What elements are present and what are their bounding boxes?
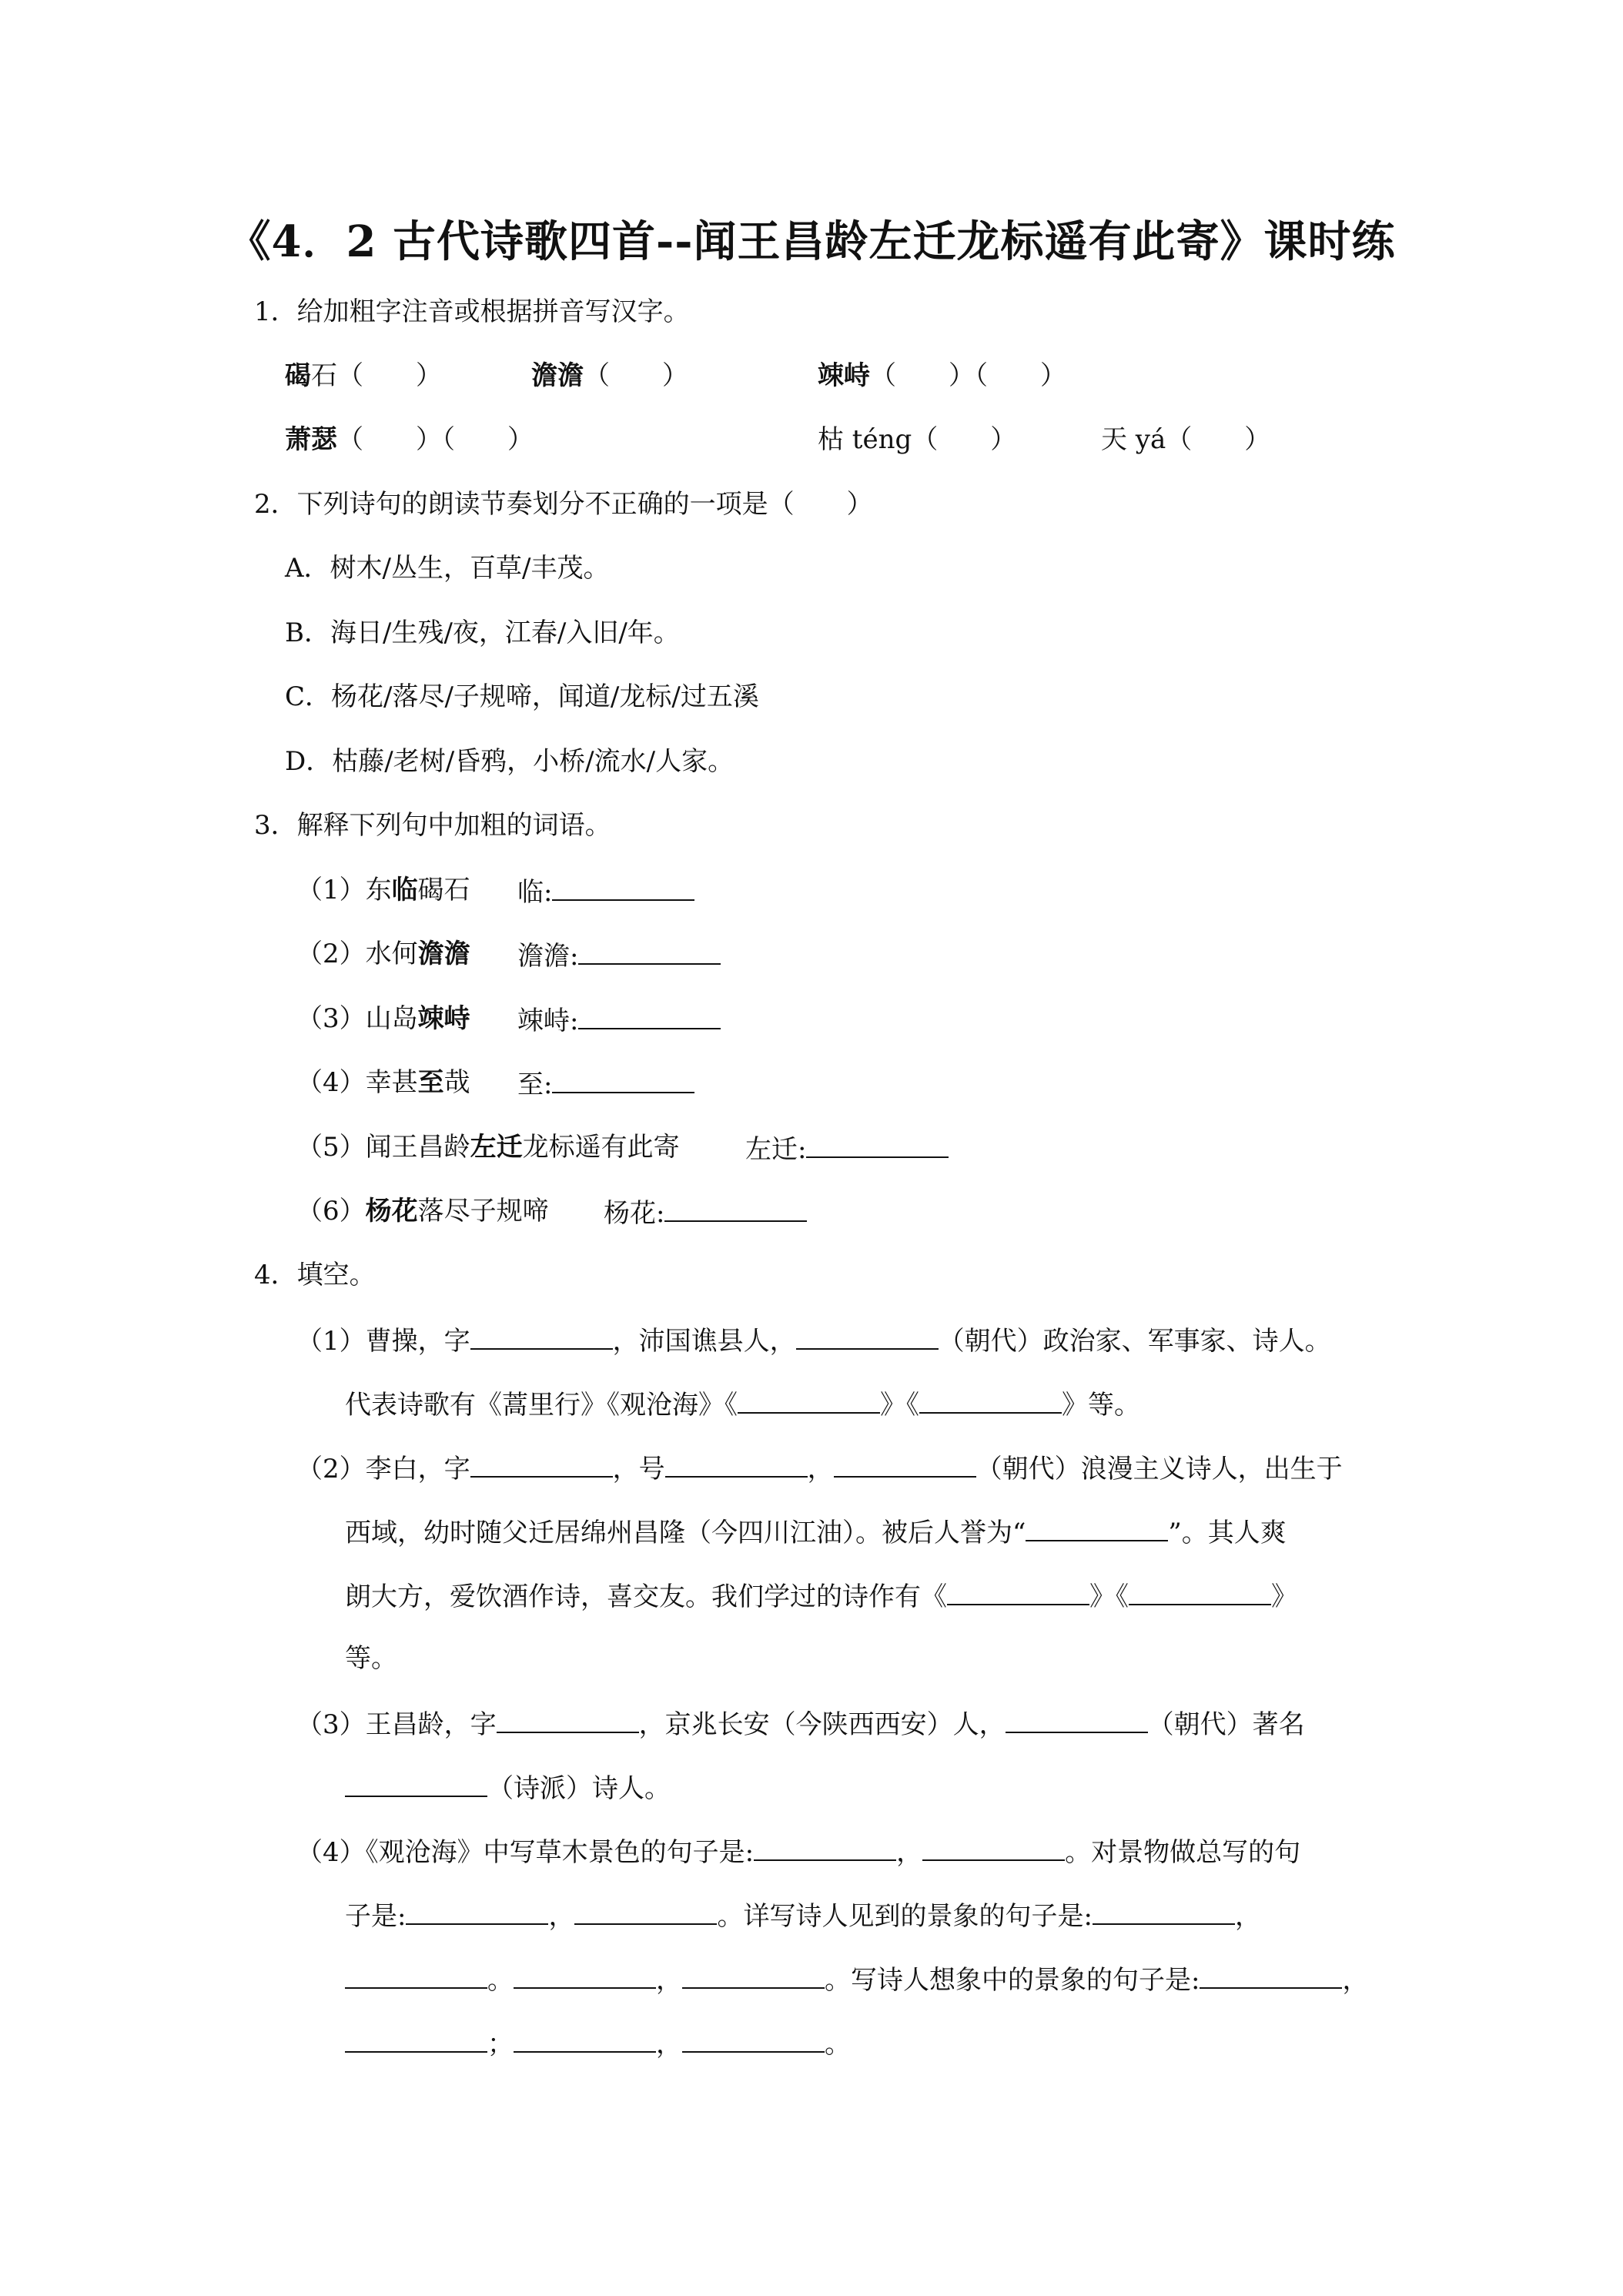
q1-item: 澹澹（ ） bbox=[531, 360, 688, 391]
q3-answer: 临: bbox=[517, 873, 694, 909]
q2-stem: 2．下列诗句的朗读节奏划分不正确的一项是（ ） bbox=[254, 489, 873, 520]
answer-blank[interactable] bbox=[345, 2025, 487, 2053]
q4-paragraph-2-cont: 等。 bbox=[345, 1643, 397, 1674]
answer-blank[interactable] bbox=[664, 1194, 807, 1222]
answer-blank[interactable] bbox=[1093, 1897, 1235, 1925]
q4-paragraph-4: （4）《观沧海》中写草木景色的句子是: ， 。对景物做总写的句 bbox=[296, 1833, 1300, 1869]
q4-paragraph-1-cont: 代表诗歌有《蒿里行》《观沧海》《 》《 》等。 bbox=[345, 1386, 1140, 1422]
q3-answer: 澹澹: bbox=[517, 937, 721, 973]
q4-paragraph-3: （3）王昌龄，字 ，京兆长安（今陕西西安）人， （朝代）著名 bbox=[296, 1705, 1305, 1742]
q2-option: C．杨花/落尽/子规啼，闻道/龙标/过五溪 bbox=[285, 681, 759, 712]
q4-paragraph-4-cont: 。 ， 。写诗人想象中的景象的句子是: ， bbox=[345, 1961, 1368, 1997]
q2-option: D．枯藤/老树/昏鸦，小桥/流水/人家。 bbox=[285, 746, 735, 777]
answer-blank[interactable] bbox=[578, 937, 721, 965]
q4-paragraph-2-cont: 西域，幼时随父迁居绵州昌隆（今四川江油）。被后人誉为“ ”。其人爽 bbox=[345, 1514, 1287, 1550]
q3-answer: 竦峙: bbox=[517, 1002, 721, 1038]
q4-paragraph-2-cont: 朗大方，爱饮酒作诗，喜交友。我们学过的诗作有《 》《 》 bbox=[345, 1578, 1297, 1614]
answer-blank[interactable] bbox=[665, 1450, 808, 1478]
answer-blank[interactable] bbox=[470, 1450, 613, 1478]
q3-item: （4）幸甚至哉 bbox=[296, 1067, 470, 1098]
answer-blank[interactable] bbox=[922, 1833, 1065, 1861]
q4-paragraph-4-cont: 子是: ， 。详写诗人见到的景象的句子是: ， bbox=[345, 1897, 1261, 1933]
q4-paragraph-4-cont: ； ， 。 bbox=[345, 2025, 851, 2061]
q2-option: A．树木/丛生，百草/丰茂。 bbox=[285, 553, 610, 584]
answer-blank[interactable] bbox=[1129, 1578, 1271, 1605]
q3-stem: 3．解释下列句中加粗的词语。 bbox=[254, 810, 611, 841]
answer-blank[interactable] bbox=[345, 1961, 487, 1989]
q3-item: （1）东临碣石 bbox=[296, 875, 470, 905]
q4-paragraph-2: （2）李白，字 ，号 ， （朝代）浪漫主义诗人，出生于 bbox=[296, 1450, 1343, 1486]
answer-blank[interactable] bbox=[345, 1769, 487, 1797]
answer-blank[interactable] bbox=[947, 1578, 1089, 1605]
q1-item: 竦峙（ ）（ ） bbox=[818, 360, 1066, 391]
q4-paragraph-3-cont: （诗派）诗人。 bbox=[345, 1769, 671, 1806]
answer-blank[interactable] bbox=[1200, 1961, 1342, 1989]
answer-blank[interactable] bbox=[919, 1386, 1062, 1414]
q4-stem: 4．填空。 bbox=[254, 1260, 376, 1290]
answer-blank[interactable] bbox=[552, 873, 694, 901]
q1-item: 枯 téng（ ） bbox=[818, 424, 1017, 455]
q3-answer: 左迁: bbox=[745, 1130, 949, 1166]
answer-blank[interactable] bbox=[738, 1386, 880, 1414]
q3-answer: 至: bbox=[517, 1066, 694, 1102]
answer-blank[interactable] bbox=[1006, 1705, 1148, 1733]
answer-blank[interactable] bbox=[796, 1322, 939, 1350]
q1-item: 萧瑟（ ）（ ） bbox=[285, 424, 534, 455]
q3-item: （5）闻王昌龄左迁龙标遥有此寄 bbox=[296, 1132, 680, 1163]
answer-blank[interactable] bbox=[834, 1450, 976, 1478]
answer-blank[interactable] bbox=[514, 1961, 656, 1989]
q1-item: 碣石（ ） bbox=[285, 360, 442, 391]
q2-option: B．海日/生残/夜，江春/入旧/年。 bbox=[285, 618, 680, 648]
q3-item: （6）杨花落尽子规啼 bbox=[296, 1196, 549, 1227]
page-title: 《4．2 古代诗歌四首--闻王昌龄左迁龙标遥有此寄》课时练 bbox=[227, 216, 1396, 267]
answer-blank[interactable] bbox=[514, 2025, 656, 2053]
answer-blank[interactable] bbox=[806, 1130, 949, 1158]
answer-blank[interactable] bbox=[574, 1897, 717, 1925]
q3-item: （2）水何澹澹 bbox=[296, 939, 470, 969]
answer-blank[interactable] bbox=[497, 1705, 639, 1733]
q4-paragraph-1: （1）曹操，字 ，沛国谯县人， （朝代）政治家、军事家、诗人。 bbox=[296, 1322, 1331, 1358]
q3-answer: 杨花: bbox=[604, 1194, 807, 1230]
q1-item: 天 yá（ ） bbox=[1101, 424, 1271, 455]
answer-blank[interactable] bbox=[682, 2025, 825, 2053]
answer-blank[interactable] bbox=[754, 1833, 896, 1861]
q1-stem: 1．给加粗字注音或根据拼音写汉字。 bbox=[254, 296, 690, 327]
answer-blank[interactable] bbox=[682, 1961, 825, 1989]
answer-blank[interactable] bbox=[552, 1066, 694, 1093]
answer-blank[interactable] bbox=[1026, 1514, 1168, 1541]
q3-item: （3）山岛竦峙 bbox=[296, 1003, 470, 1034]
answer-blank[interactable] bbox=[470, 1322, 613, 1350]
answer-blank[interactable] bbox=[578, 1002, 721, 1029]
answer-blank[interactable] bbox=[406, 1897, 548, 1925]
